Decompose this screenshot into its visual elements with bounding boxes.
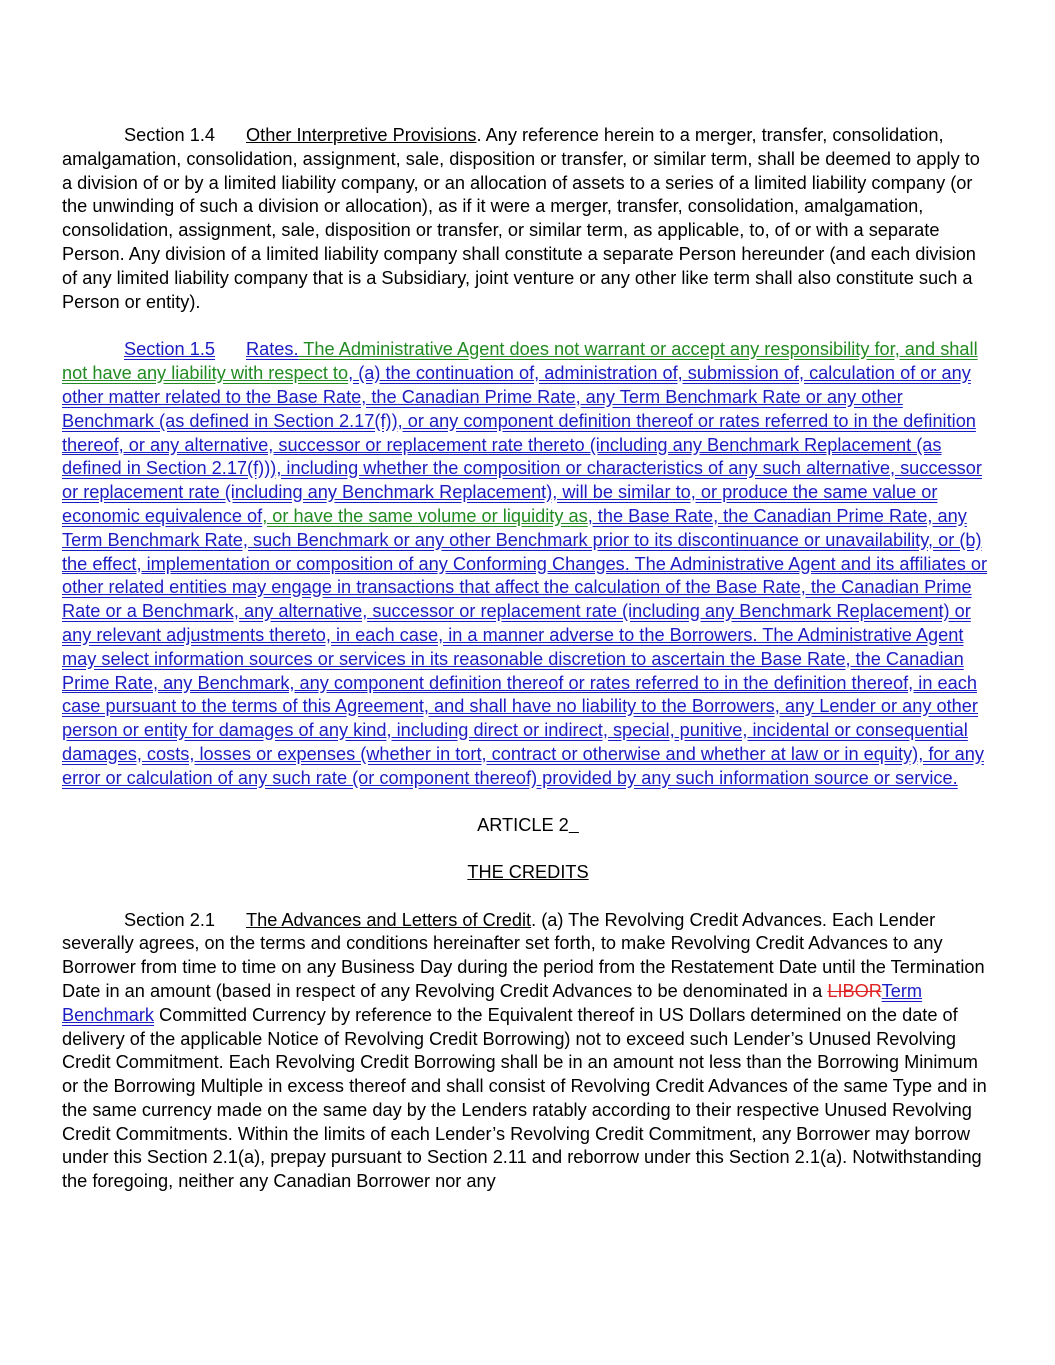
article-subheading: THE CREDITS <box>467 861 589 882</box>
tab-leader <box>215 909 246 933</box>
section-1-5-inserted-text-1: , (a) the continuation of, administration of, submission of, calculation of or any other matter related to the Base Rate, the Canadian Prime Rate, any Term Benchmark Rate or any other Benchmark (as defined in Section 2.17(f)), or any component definition thereof or rates referred to in the definition thereof, or any alternative, successor or replacement rate thereto (including any Benchmark Replacement (as defined in Section 2.17(f))), including whether the composition or characteristics of any such alternative, successor or replacement rate (including any Benchmark Replacement), will be similar to, or produce the same value or economic equivalence of <box>62 363 982 526</box>
section-2-1-number: Section 2.1 <box>124 909 215 930</box>
section-1-5-inserted-text-2: , the Base Rate, the Canadian Prime Rate, any Term Benchmark Rate, such Benchmark or any other Benchmark prior to its discontinuance or unavailability, or (b) the effect, implementation or composition of any Conforming Changes. The Administrative Agent and its affiliates or other related entities may engage in transactions that affect the calculation of the Base Rate, the Canadian Prime Rate or a Benchmark, any alternative, successor or replacement rate (including any Benchmark Replacement) or any relevant adjustments thereto, in each case, in a manner adverse to the Borrowers. The Administrative Agent may select information sources or services in its reasonable discretion to ascertain the Base Rate, the Canadian Prime Rate, any Benchmark, any component definition thereof or rates referred to in the definition thereof, in each case pursuant to the terms of this Agreement, and shall have no liability to the Borrowers, any Lender or any other person or entity for damages of any kind, including direct or indirect, special, punitive, incidental or consequential damages, costs, losses or expenses (whether in tort, contract or otherwise and whether at law or in equity), for any error or calculation of any such rate (or component thereof) provided by any such information source or service. <box>62 505 988 788</box>
section-1-4-number: Section 1.4 <box>124 125 215 145</box>
section-2-1-paragraph <box>62 909 994 1195</box>
heading-tab-mark <box>569 815 579 835</box>
section-1-5-moved-text-1: The Administrative Agent does not warrant or accept any responsibility for, and shall not have any liability with respect to <box>62 339 978 384</box>
article-heading: ARTICLE 2 <box>62 813 994 837</box>
section-1-5-number: Section 1.5 <box>124 339 215 360</box>
document-page <box>62 124 994 1194</box>
section-1-5-title: Rates. <box>246 339 299 360</box>
section-1-5-paragraph <box>62 338 994 790</box>
section-1-4-title: Other Interpretive Provisions <box>246 125 477 145</box>
tab-leader <box>215 338 246 362</box>
deleted-text: LIBOR <box>827 980 882 1001</box>
section-2-1-body-1: . (a) The Revolving Credit Advances. Each Lender severally agrees, on the terms and conditions hereinafter set forth, to make Revolving Credit Advances to any Borrower from time to time on any Business Day during the period from the Restatement Date until the Termination Date in an amount (based in respect of any Revolving Credit Advances to be denominated in a <box>62 909 985 1001</box>
inserted-text: Term Benchmark <box>62 980 923 1025</box>
section-1-4-body: . Any reference herein to a merger, transfer, consolidation, amalgamation, consolidation, assignment, sale, disposition or transfer, or similar term, shall be deemed to apply to a division of or by a limited liability company, or an allocation of assets to a series of a limited liability company (or the unwinding of such a division or allocation), as if it were a merger, transfer, consolidation, amalgamation, consolidation, assignment, sale, disposition or transfer, or similar term, as applicable, to, of or with a separate Person. Any division of a limited liability company shall constitute a separate Person hereunder (and each division of any limited liability company that is a Subsidiary, joint venture or any other like term shall also constitute such a Person or entity). <box>62 125 980 312</box>
section-1-5-moved-text-2: , or have the same volume or liquidity as <box>262 505 588 526</box>
section-1-4-paragraph <box>62 124 994 314</box>
tab-leader <box>215 124 246 148</box>
section-2-1-body-2: Committed Currency by reference to the Equivalent thereof in US Dollars determined on the date of delivery of the applicable Notice of Revolving Credit Borrowing) not to exceed such Lender’s Unused Revolving Credit Commitment. Each Revolving Credit Borrowing shall be in an amount not less than the Borrowing Minimum or the Borrowing Multiple in excess thereof and shall consist of Revolving Credit Advances of the same Type and in the same currency made on the same day by the Lenders ratably according to their respective Unused Revolving Credit Commitments. Within the limits of each Lender’s Revolving Credit Commitment, any Borrower may borrow under this Section 2.1(a), prepay pursuant to Section 2.11 and reborrow under this Section 2.1(a). Notwithstanding the foregoing, neither any Canadian Borrower nor any <box>62 1004 987 1192</box>
section-2-1-title: The Advances and Letters of Credit <box>246 909 532 930</box>
